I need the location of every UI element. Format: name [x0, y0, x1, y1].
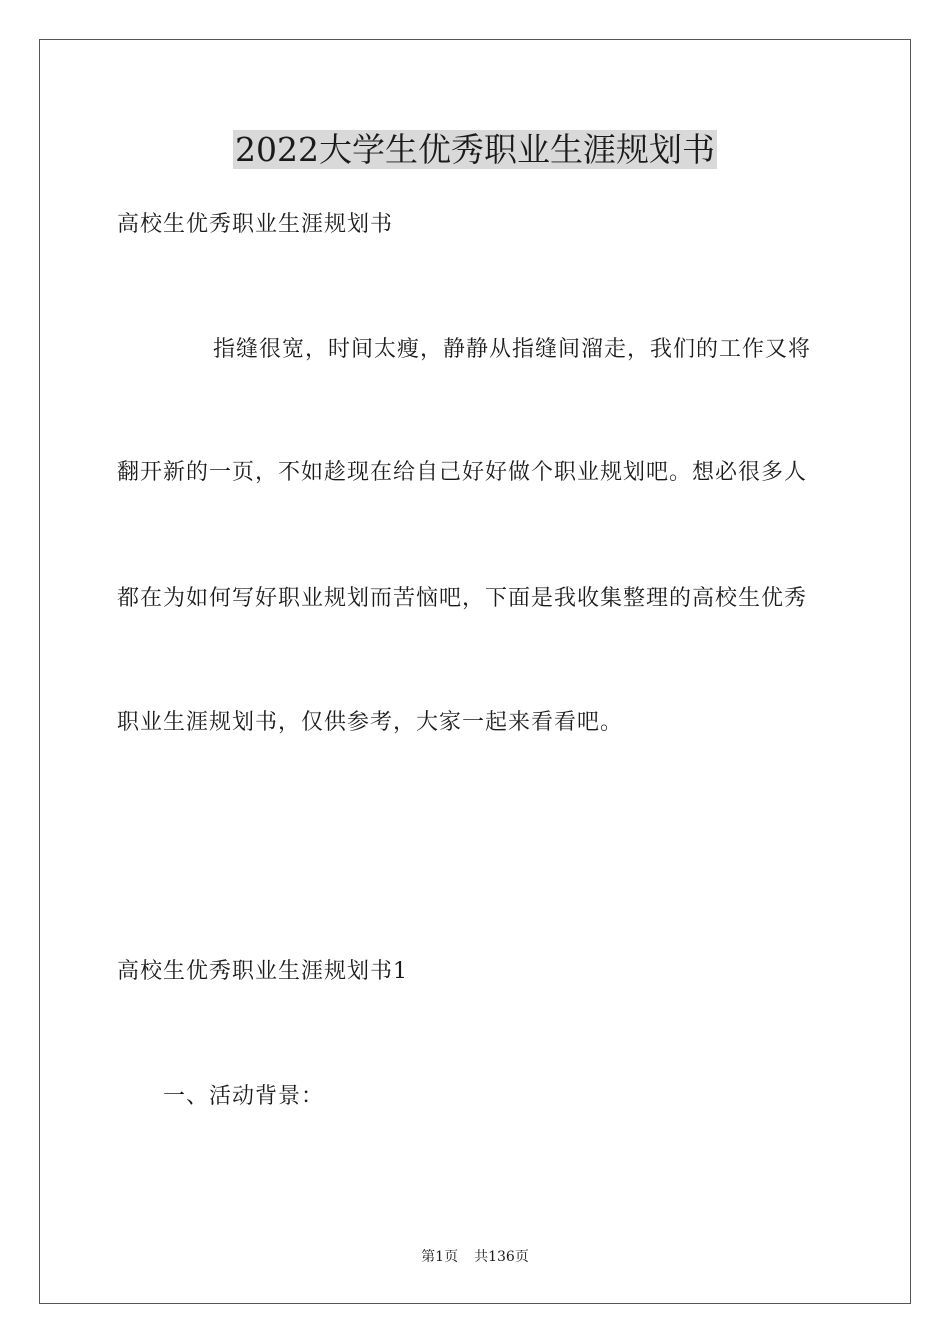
subsection-heading: 一、活动背景： — [163, 1084, 325, 1109]
intro-line-2: 翻开新的一页，不如趁现在给自己好好做个职业规划吧。想必很多人 — [117, 460, 808, 485]
document-title — [0, 128, 950, 172]
section-heading: 高校生优秀职业生涯规划书1 — [117, 959, 408, 984]
page-number: 第1页 — [421, 1249, 459, 1265]
intro-line-1: 指缝很宽，时间太瘦，静静从指缝间溜走，我们的工作又将 — [213, 337, 812, 362]
page-footer — [0, 1247, 950, 1267]
intro-line-3: 都在为如何写好职业规划而苦恼吧，下面是我收集整理的高校生优秀 — [117, 586, 808, 611]
page-total: 共136页 — [474, 1249, 529, 1265]
intro-line-4: 职业生涯规划书，仅供参考，大家一起来看看吧。 — [117, 710, 624, 735]
document-title-text: 2022大学生优秀职业生涯规划书 — [235, 130, 715, 169]
document-subtitle: 高校生优秀职业生涯规划书 — [117, 212, 394, 237]
